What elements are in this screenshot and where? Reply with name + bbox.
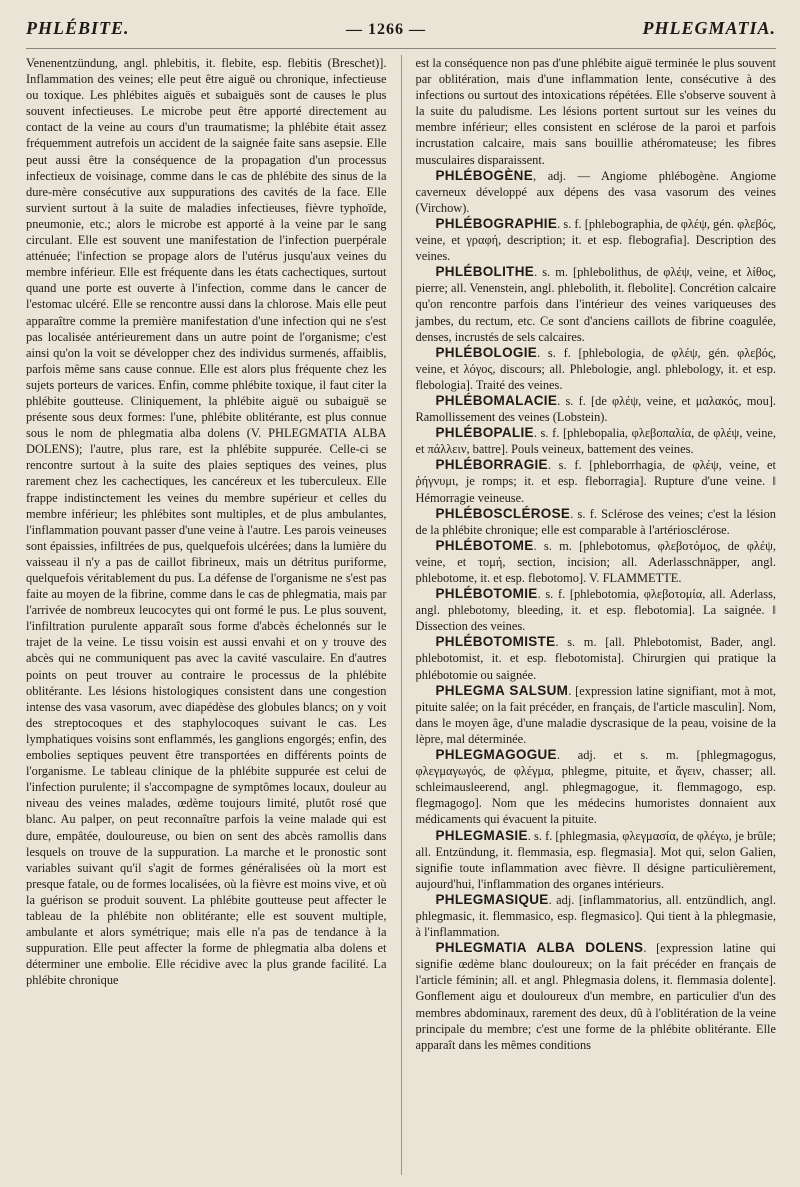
right-column: [416, 55, 777, 1175]
entry-definition: . s. f. [phleborrhagia, de φλέψ, veine, et ῥήγνυμι, je romps; it. et esp. fleborragia]. Rupture d'une veine. ‖ Hémorragie veineuse.: [415, 458, 776, 505]
entry-definition: . [expression latine signifiant, mot à mot, pituite salée; on la fait précéder, en français, de l'article masculin]. Nom, dans le moyen âge, d'une maladie dyscrasique de la peau, voisine de la lèpre, mal déterminée.: [415, 683, 776, 746]
entry-definition: , adj. — Angiome phlébogène. Angiome caverneux développé aux dépens des vasa vasorum des veines (Virchow).: [415, 168, 776, 215]
dictionary-entry: [416, 586, 777, 634]
dictionary-entry: [416, 393, 777, 425]
header-right-word: PHLEGMATIA.: [642, 18, 776, 38]
phlebite-article-continued: Venenentzündung, angl. phlebitis, it. flebite, esp. flebitis (Breschet)]. Inflammation des veines; elle peut être aiguë ou chronique, infectieuse ou toxique. Les phlébites aiguës et subaiguës sont de causes le plus souvent infectieuses. Le microbe peut être apporté directement au contact de la veine au cours d'un traumatisme; la phlébite était assez fréquemment autrefois un accident de la saignée faite sans asepsie. Elle peut aussi être la conséquence de la propagation d'un processus infectieux de voisinage, comme dans le cas de phlébite des sinus de la dure-mère consécutive aux suppurations des cavités de la face. Elle survient surtout à la suite de maladies infectieuses, fièvre typhoïde, pneumonie, etc.; alors le microbe est apporté à la veine par le sang circulant. Elle est souvent une manifestation de l'infection puerpérale atténuée; l'infection se propage alors de l'utérus jusqu'aux veines du membre inférieur. Elle est fréquente dans les états cachectiques, surtout quand une porte est ouverte à l'infection, comme dans le cancer de l'estomac ulcéré. Elle se rencontre aussi dans la chlorose. Mais elle peut apparaître comme la première manifestation d'une infection qui ne s'est pas localisée antérieurement dans un autre point de l'organisme; c'est ainsi qu'on la voit se développer chez des individus surmenés, affaiblis, parfois même sans cause connue. Elle est alors plus fréquente chez les sujets porteurs de varices. Enfin, comme phlébite toxique, il faut citer la phlébite goutteuse. Cliniquement, la phlébite aiguë ou subaiguë se présente sous deux formes: l'une, phlébite oblitérante, est plus connue sous le nom de phlegmatia alba dolens (V. PHLEGMATIA ALBA DOLENS); l'autre, plus rare, est la phlébite suppurée. Celle-ci se rencontre surtout à la suite des plaies septiques des veines, plus rarement chez les cachectiques, les cancéreux et les tuberculeux. Elle frappe indistinctement les veines du membre supérieur et celles du membre inférieur; les phlébites sont multiples, et de plus ambulantes, l'inflammation pouvant passer d'une veine à l'autre. Les parois veineuses sont épaissies, infiltrées de pus, quelquefois ulcérées; dans la lumière du vaisseau il n'y a pas de caillot fibrineux, mais un détritus puriforme, quelquefois véritablement du pus. La défense de l'organisme ne s'est pas faite au moyen de la fibrine, comme dans le cas de phlegmatia, mais par l'arrivée de nombreux leucocytes qui ont formé le pus. Le plus souvent, l'infiltration purulente apparaît sous forme d'abcès échelonnés sur le trajet de la veine. Le tissu voisin est aussi envahi et on y trouve des abcès qui ne communiquent pas avec la cavité vasculaire. En d'autres points on peut trouver au contraire le processus de la phlébite oblitérante. Les lésions histologiques consistent dans une congestion intense des vasa vasorum, avec diapédèse des globules blancs; on y voit des streptocoques et des staphylocoques suivant le cas. Les lymphatiques voisins sont enflammés, les ganglions engorgés; enfin, des embolies septiques peuvent être transportées en différents points de l'organisme. Le tableau clinique de la phlébite suppurée est celui de l'infection purulente; il s'accompagne de symptômes locaux, douleur au niveau des veines malades, œdème toujours limité, plutôt rosé que blanc. Au palper, on peut reconnaître parfois la veine malade qui est dure, empâtée, douloureuse, ou bien on sent des abcès ramollis dans lesquels on trouve de la suppuration. La marche et le pronostic sont variables suivant qu'il s'agit de formes généralisées où la mort est presque fatale, ou de formes localisées, où la fièvre est moins vive, et où la guérison se produit souvent. La phlébite goutteuse peut affecter le tableau de la phlébite non oblitérante; elle est souvent multiple, ambulante et alors symétrique; mais elle n'a pas de tendance à la suppuration. Elle peut affecter la forme de phlegmatia alba dolens et déterminer une embolie. Elle récidive avec la plus grande facilité. La phlébite chronique: [26, 56, 387, 988]
entry-headword: PHLÉBOSCLÉROSE: [435, 505, 571, 521]
dictionary-entry: [416, 747, 777, 827]
entry-list: [416, 168, 777, 1053]
entry-definition: . s. f. [phlebographia, de φλέψ, gén. φλεβός, veine, et γραφή, description; it. et esp. flebografia]. Description des veines.: [415, 216, 776, 264]
dictionary-entry: [416, 828, 777, 892]
entry-headword: PHLÉBOMALACIE: [435, 392, 558, 408]
entry-headword: PHLEGMA SALSUM: [435, 682, 569, 698]
dictionary-entry: [416, 892, 777, 940]
entry-headword: PHLEGMAGOGUE: [435, 747, 557, 763]
entry-definition: . adj. [inflammatorius, all. entzündlich, angl. phlegmasic, it. flemmasico, esp. flegmasico]. Qui tient à la phlegmasie, à l'inflammation.: [415, 892, 776, 940]
entry-definition: . s. f. [de φλέψ, veine, et μαλακός, mou]. Ramollissement des veines (Lobstein).: [415, 393, 776, 425]
entry-headword: PHLÉBORRAGIE: [435, 457, 548, 473]
column-divider: [401, 55, 402, 1175]
running-header: [26, 18, 776, 49]
header-left-word: PHLÉBITE.: [26, 18, 130, 38]
dictionary-entry: [416, 216, 777, 264]
entry-headword: PHLÉBOPALIE: [435, 425, 534, 441]
entry-headword: PHLÉBOTOME: [435, 537, 534, 553]
dictionary-entry: [416, 345, 777, 393]
entry-definition: . s. m. [phlebolithus, de φλέψ, veine, et λίθος, pierre; all. Venenstein, angl. phlebolith, it. flebolite]. Concrétion calcaire qu'on rencontre parfois dans l'intérieur des veines variqueuses des jambes, du rectum, etc. Ce sont d'anciens caillots de fibrine coagulée, denses, incrustés de sels calcaires.: [415, 265, 776, 344]
dictionary-entry: [416, 264, 777, 344]
entry-headword: PHLÉBOGRAPHIE: [435, 215, 558, 231]
dictionary-entry: [416, 683, 777, 747]
entry-headword: PHLÉBOTOMIE: [435, 586, 538, 602]
dictionary-entry: [416, 457, 777, 505]
page-number: — 1266 —: [345, 21, 426, 38]
entry-definition: . [expression latine qui signifie œdème blanc douloureux; on la fait précéder en français de l'article féminin; all. et angl. Phlegmasia dolens, it. flemmasia dolente]. Gonflement aigu et douloureux d'un membre, en particulier d'un des membres abdominaux, rarement des deux, dû à l'oblitération de la veine principale du membre; c'est une forme de la phlébite oblitérante. Elle apparaît dans les mêmes conditions: [415, 941, 776, 1052]
entry-headword: PHLÉBOTOMISTE: [435, 634, 556, 650]
entry-definition: . adj. et s. m. [phlegmagogus, φλεγμαγωγός, de φλέγμα, phlegme, pituite, et ἄγειν, chasser; all. schleimausleerend, angl. phlegmagogue, it. flemmagogo, esp. flegmagogo]. Nom que les médecins humoristes donnaient aux médicaments qui évacuent la pituite.: [415, 748, 776, 827]
entry-definition: . s. f. [phlebotomia, φλεβοτομία, all. Aderlass, angl. phlebotomy, bleeding, it. et esp. flebotomia]. La saignée. ‖ Dissection des veines.: [415, 587, 776, 634]
entry-headword: PHLÉBOLITHE: [435, 264, 535, 280]
phlebite-article-end: est la conséquence non pas d'une phlébite aiguë terminée le plus souvent par oblitération, mais d'une inflammation lente, consécutive à des infections ou surtout des intoxications répétées. Elle s'observe souvent à la suite du paludisme. Les lésions portent surtout sur les veines du membre inférieur; elles consistent en sclérose de la paroi et parfois incrustation calcaire, mais sans bouillie athéromateuse; les fibres musculaires disparaissent.: [415, 56, 776, 167]
entry-headword: PHLEGMASIE: [435, 827, 528, 843]
text-columns: [26, 55, 776, 1175]
dictionary-entry: [416, 940, 777, 1053]
entry-headword: PHLEGMASIQUE: [435, 891, 549, 907]
entry-headword: PHLÉBOLOGIE: [435, 344, 538, 360]
entry-definition: . s. f. Sclérose des veines; c'est la lésion de la phlébite chronique; elle est comparable à l'artériosclérose.: [415, 506, 776, 537]
left-column: [26, 55, 387, 1175]
dictionary-entry: [416, 168, 777, 216]
entry-definition: . s. f. [phlebologia, de φλέψ, gén. φλεβός, veine, et λόγος, discours; all. Phlebologie, angl. phlebology, it. et esp. flebologia]. Traité des veines.: [415, 345, 776, 392]
dictionary-entry: [416, 425, 777, 457]
entry-headword: PHLÉBOGÈNE: [435, 167, 534, 183]
entry-definition: . s. m. [phlebotomus, φλεβοτόμος, de φλέψ, veine, et τομή, section, incision; all. Aderlasschnäpper, angl. phlebotome, it. et esp. flebotomo]. V. FLAMMETTE.: [415, 538, 776, 585]
entry-definition: . s. f. [phlebopalia, φλεβοπαλία, de φλέψ, veine, et πάλλειν, battre]. Pouls veineux, battement des veines.: [415, 426, 776, 457]
entry-headword: PHLEGMATIA ALBA DOLENS: [435, 940, 644, 956]
dictionary-entry: [416, 634, 777, 682]
dictionary-entry: [416, 506, 777, 538]
dictionary-entry: [416, 538, 777, 586]
entry-definition: . s. f. [phlegmasia, φλεγμασία, de φλέγω, je brûle; all. Entzündung, it. flemmasia, esp. flegmasia]. Mot qui, selon Galien, signifie toute inflammation avec fièvre. Il désigne particulièrement, aujourd'hui, l'inflammation des organes intérieurs.: [415, 828, 776, 891]
entry-definition: . s. m. [all. Phlebotomist, Bader, angl. phlebotomist, it. et esp. flebotomista]. Chirurgien qui pratique la phlébotomie ou saignée.: [415, 635, 776, 682]
